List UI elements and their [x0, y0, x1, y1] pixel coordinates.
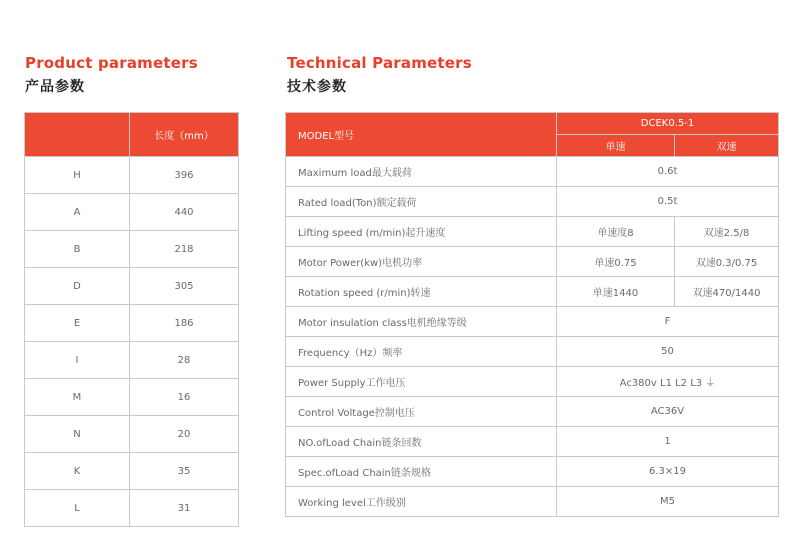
table-row: [25, 416, 239, 453]
parameter-label: Frequency（Hz）频率: [286, 337, 557, 367]
dimension-label: N: [25, 416, 130, 453]
table-row: [25, 490, 239, 527]
dimension-value: 16: [130, 379, 239, 416]
table-row: [25, 268, 239, 305]
dimension-label: I: [25, 342, 130, 379]
technical-parameters-table: [285, 112, 779, 517]
table-row: [286, 397, 779, 427]
dimension-value: 305: [130, 268, 239, 305]
dimension-value: 440: [130, 194, 239, 231]
parameter-value: 6.3×19: [557, 457, 779, 487]
dimension-value: 186: [130, 305, 239, 342]
dimension-value: 28: [130, 342, 239, 379]
dimension-label: E: [25, 305, 130, 342]
dual-speed-header: 双速: [675, 135, 779, 157]
parameter-value: 1: [557, 427, 779, 457]
product-parameters-table: [24, 112, 239, 527]
parameter-value: Ac380v L1 L2 L3 ⏚: [557, 367, 779, 397]
model-name-header: DCEK0.5-1: [557, 113, 779, 135]
table-row: [25, 379, 239, 416]
parameter-label: Rated load(Ton)额定载荷: [286, 187, 557, 217]
parameter-label: Control Voltage控制电压: [286, 397, 557, 427]
dimension-value: 396: [130, 157, 239, 194]
dimension-value: 31: [130, 490, 239, 527]
table-row: [286, 157, 779, 187]
table-row: [286, 337, 779, 367]
dimension-label: H: [25, 157, 130, 194]
dimension-label: A: [25, 194, 130, 231]
parameter-value: 0.5t: [557, 187, 779, 217]
single-speed-value: 单速0.75: [557, 247, 675, 277]
parameter-label: NO.ofLoad Chain链条回数: [286, 427, 557, 457]
table-row: [286, 187, 779, 217]
parameter-value: 0.6t: [557, 157, 779, 187]
parameter-value: AC36V: [557, 397, 779, 427]
parameter-label: Spec.ofLoad Chain链条规格: [286, 457, 557, 487]
dimension-value: 35: [130, 453, 239, 490]
single-speed-header: 单速: [557, 135, 675, 157]
dimension-value: 218: [130, 231, 239, 268]
parameter-label: Power Supply工作电压: [286, 367, 557, 397]
dimension-label: D: [25, 268, 130, 305]
parameter-value: F: [557, 307, 779, 337]
model-header: MODEL型号: [286, 113, 557, 157]
table-row: [25, 157, 239, 194]
dimension-value: 20: [130, 416, 239, 453]
table-row: [286, 487, 779, 517]
product-col-value-header: 长度（mm）: [130, 113, 239, 157]
dimension-label: K: [25, 453, 130, 490]
single-speed-value: 单速度8: [557, 217, 675, 247]
parameter-label: Rotation speed (r/min)转速: [286, 277, 557, 307]
single-speed-value: 单速1440: [557, 277, 675, 307]
technical-parameters-subtitle: 技术参数: [287, 79, 347, 95]
parameter-label: Lifting speed (m/min)起升速度: [286, 217, 557, 247]
table-row: [286, 367, 779, 397]
dual-speed-value: 双速2.5/8: [675, 217, 779, 247]
table-row: [286, 457, 779, 487]
table-row: [286, 247, 779, 277]
parameter-value: 50: [557, 337, 779, 367]
table-row: [25, 194, 239, 231]
dimension-label: B: [25, 231, 130, 268]
dual-speed-value: 双速0.3/0.75: [675, 247, 779, 277]
table-row: [286, 277, 779, 307]
table-row: [25, 453, 239, 490]
parameter-label: Maximum load最大载荷: [286, 157, 557, 187]
product-parameters-title: Product parameters: [25, 54, 198, 72]
parameter-label: Motor Power(kw)电机功率: [286, 247, 557, 277]
product-col-label-header: [25, 113, 130, 157]
table-row: [25, 305, 239, 342]
parameter-value: M5: [557, 487, 779, 517]
dual-speed-value: 双速470/1440: [675, 277, 779, 307]
parameter-label: Working level工作级别: [286, 487, 557, 517]
table-row: [286, 217, 779, 247]
dimension-label: M: [25, 379, 130, 416]
table-row: [25, 231, 239, 268]
dimension-label: L: [25, 490, 130, 527]
parameter-label: Motor insulation class电机绝缘等级: [286, 307, 557, 337]
table-row: [286, 307, 779, 337]
table-row: [25, 342, 239, 379]
table-row: [286, 427, 779, 457]
technical-parameters-title: Technical Parameters: [287, 54, 472, 72]
product-parameters-subtitle: 产品参数: [25, 79, 85, 95]
